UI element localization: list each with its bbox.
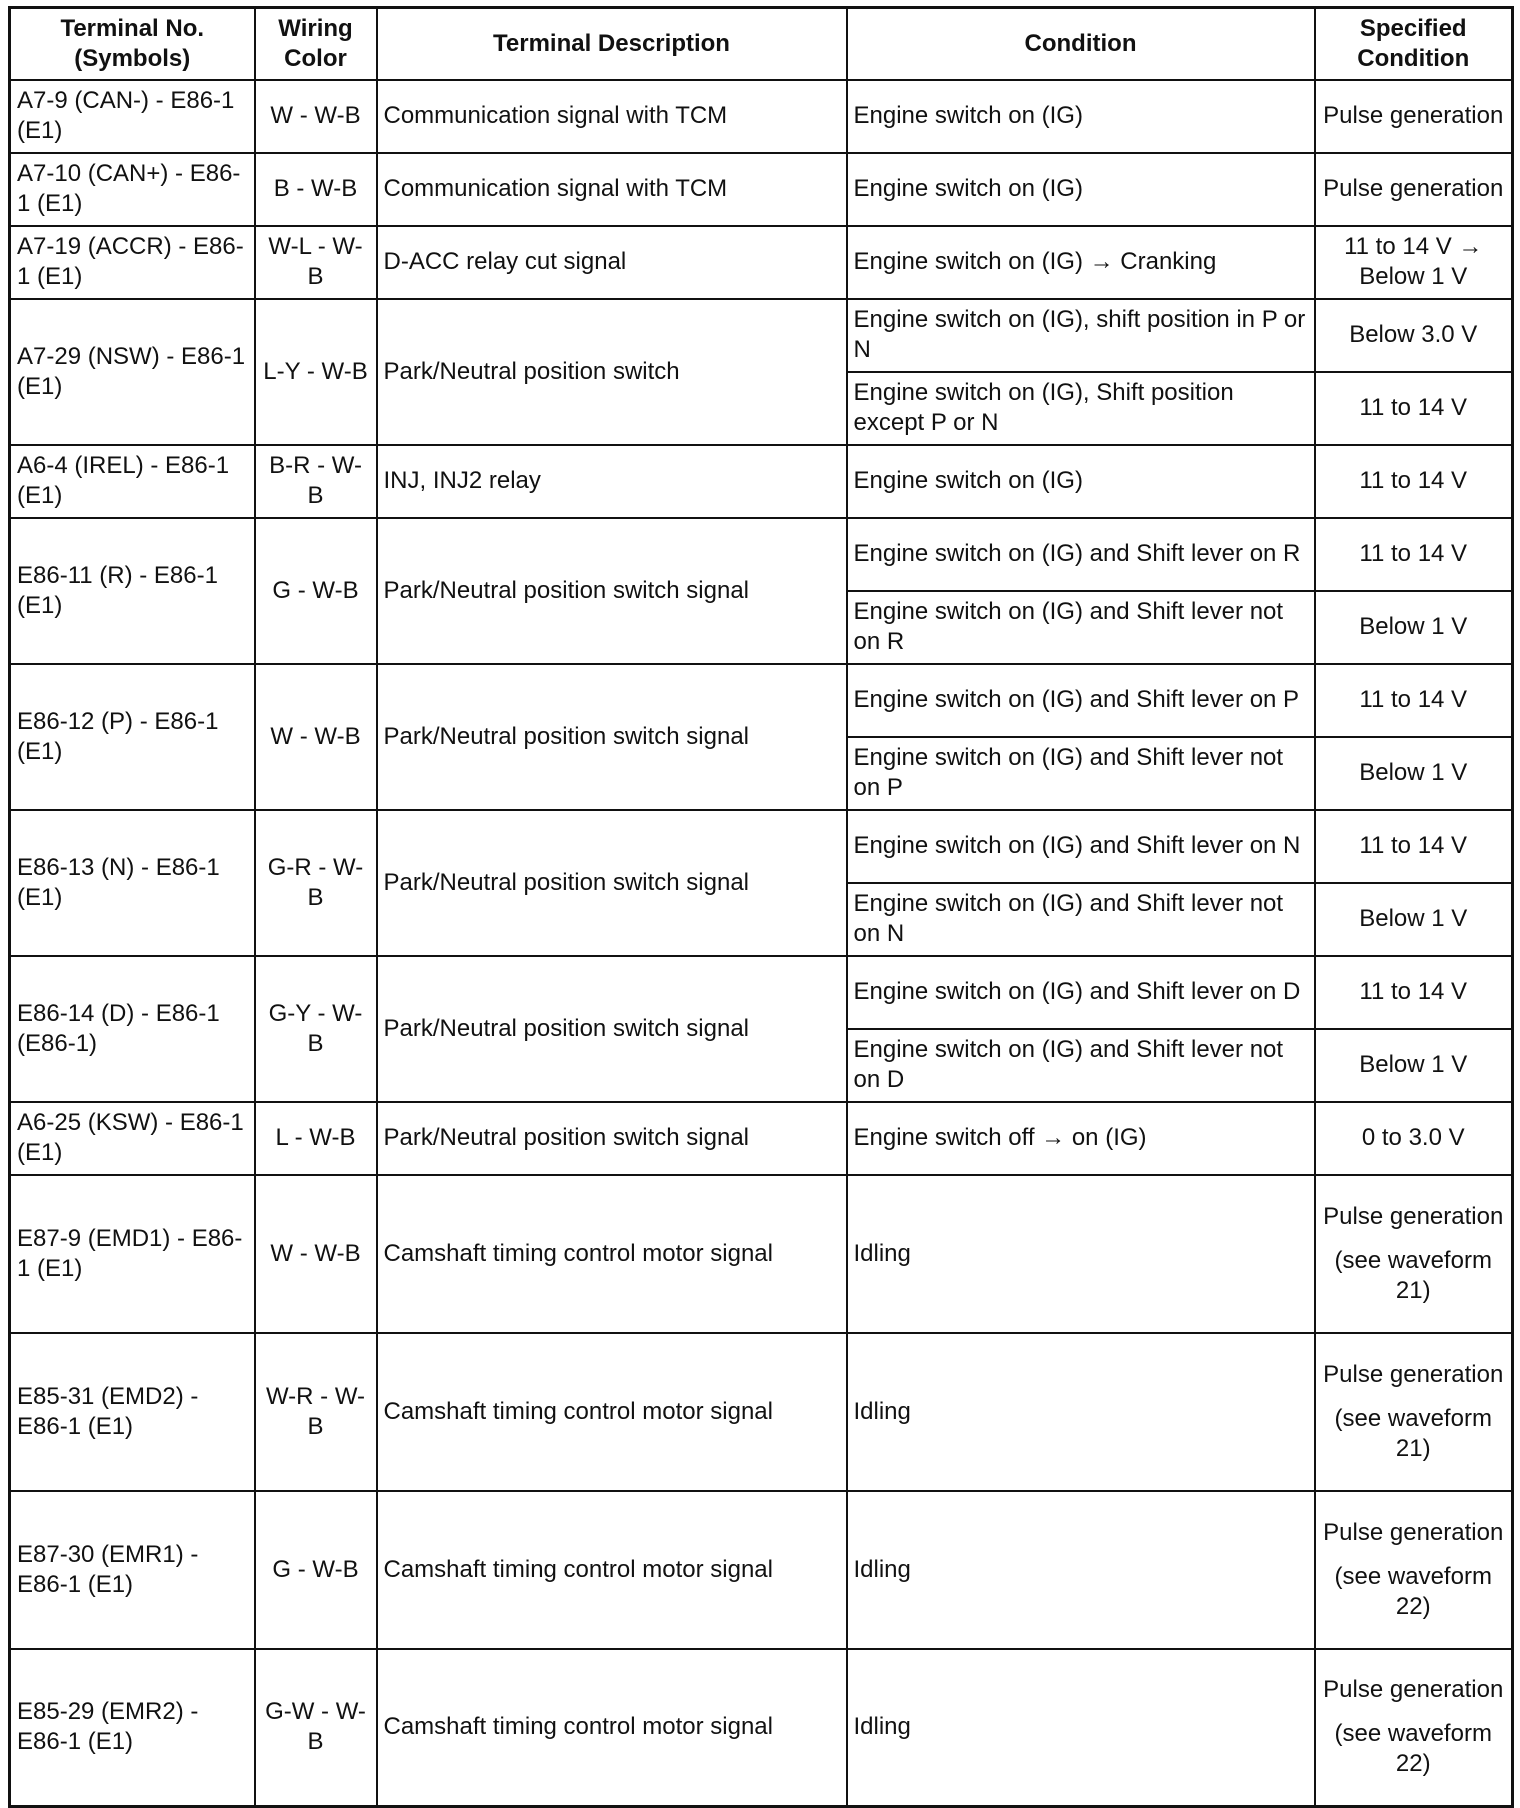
specified-cell: 11 to 14 V → Below 1 V: [1315, 226, 1513, 299]
table-row: [10, 299, 1513, 372]
condition-cell: Engine switch on (IG) → Cranking: [847, 226, 1315, 299]
condition-cell: Engine switch on (IG), shift position in P or N: [847, 299, 1315, 372]
specified-cell: Below 1 V: [1315, 591, 1513, 664]
terminal-cell: A6-4 (IREL) - E86-1 (E1): [10, 445, 255, 518]
condition-cell: Engine switch on (IG) and Shift lever on N: [847, 810, 1315, 883]
terminal-cell: E87-30 (EMR1) - E86-1 (E1): [10, 1491, 255, 1649]
table-row: [10, 1333, 1513, 1491]
table-row: [10, 1175, 1513, 1333]
header-condition: Condition: [847, 8, 1315, 80]
description-cell: Camshaft timing control motor signal: [377, 1333, 847, 1491]
specified-cell: [1315, 1649, 1513, 1807]
specified-cell: Pulse generation: [1315, 80, 1513, 153]
header-specified: Specified Condition: [1315, 8, 1513, 80]
terminal-cell: E87-9 (EMD1) - E86-1 (E1): [10, 1175, 255, 1333]
waveform-note: (see waveform 22): [1334, 1562, 1492, 1620]
waveform-note: (see waveform 21): [1334, 1404, 1492, 1462]
terminal-cell: E86-13 (N) - E86-1 (E1): [10, 810, 255, 956]
specified-cell: [1315, 1175, 1513, 1333]
condition-cell: Engine switch on (IG) and Shift lever on P: [847, 664, 1315, 737]
specified-cell: [1315, 1491, 1513, 1649]
description-cell: Camshaft timing control motor signal: [377, 1491, 847, 1649]
table-row: [10, 1102, 1513, 1175]
wiring-color-cell: B - W-B: [255, 153, 377, 226]
table-row: [10, 810, 1513, 883]
terminal-spec-table: [8, 6, 1514, 1808]
terminal-cell: A7-19 (ACCR) - E86-1 (E1): [10, 226, 255, 299]
specified-cell: 0 to 3.0 V: [1315, 1102, 1513, 1175]
header-terminal: Terminal No. (Symbols): [10, 8, 255, 80]
terminal-cell: E86-14 (D) - E86-1 (E86-1): [10, 956, 255, 1102]
terminal-cell: E85-29 (EMR2) - E86-1 (E1): [10, 1649, 255, 1807]
specified-value: Pulse generation: [1323, 1676, 1504, 1704]
specified-cell: 11 to 14 V: [1315, 956, 1513, 1029]
wiring-color-cell: G-W - W-B: [255, 1649, 377, 1807]
specified-cell: Below 1 V: [1315, 883, 1513, 956]
description-cell: Park/Neutral position switch: [377, 299, 847, 445]
specified-value: Pulse generation: [1323, 1518, 1504, 1546]
description-cell: Camshaft timing control motor signal: [377, 1649, 847, 1807]
specified-cell: Below 1 V: [1315, 737, 1513, 810]
condition-cell: Engine switch on (IG) and Shift lever not on R: [847, 591, 1315, 664]
description-cell: Park/Neutral position switch signal: [377, 956, 847, 1102]
table-row: [10, 956, 1513, 1029]
terminal-cell: A7-9 (CAN-) - E86-1 (E1): [10, 80, 255, 153]
condition-cell: Engine switch on (IG), Shift position except P or N: [847, 372, 1315, 445]
condition-cell: Engine switch on (IG): [847, 80, 1315, 153]
condition-cell: Engine switch on (IG) and Shift lever not on N: [847, 883, 1315, 956]
table-row: [10, 226, 1513, 299]
description-cell: Park/Neutral position switch signal: [377, 1102, 847, 1175]
description-cell: INJ, INJ2 relay: [377, 445, 847, 518]
waveform-note: (see waveform 22): [1334, 1720, 1492, 1778]
condition-cell: Engine switch on (IG) and Shift lever not on D: [847, 1029, 1315, 1102]
description-cell: Park/Neutral position switch signal: [377, 518, 847, 664]
condition-cell: Idling: [847, 1175, 1315, 1333]
terminal-cell: A7-29 (NSW) - E86-1 (E1): [10, 299, 255, 445]
specified-cell: Below 1 V: [1315, 1029, 1513, 1102]
specified-cell: 11 to 14 V: [1315, 445, 1513, 518]
specified-cell: Pulse generation: [1315, 153, 1513, 226]
header-wiring-color: Wiring Color: [255, 8, 377, 80]
condition-cell: Idling: [847, 1649, 1315, 1807]
specified-cell: 11 to 14 V: [1315, 518, 1513, 591]
wiring-color-cell: G - W-B: [255, 1491, 377, 1649]
wiring-color-cell: W - W-B: [255, 80, 377, 153]
table-row: [10, 1491, 1513, 1649]
description-cell: Park/Neutral position switch signal: [377, 810, 847, 956]
condition-cell: Engine switch on (IG): [847, 445, 1315, 518]
condition-cell: Idling: [847, 1333, 1315, 1491]
condition-cell: Engine switch off → on (IG): [847, 1102, 1315, 1175]
specified-cell: [1315, 1333, 1513, 1491]
description-cell: D-ACC relay cut signal: [377, 226, 847, 299]
specified-cell: 11 to 14 V: [1315, 372, 1513, 445]
wiring-color-cell: G-Y - W-B: [255, 956, 377, 1102]
description-cell: Communication signal with TCM: [377, 153, 847, 226]
terminal-cell: A7-10 (CAN+) - E86-1 (E1): [10, 153, 255, 226]
terminal-cell: E86-12 (P) - E86-1 (E1): [10, 664, 255, 810]
header-description: Terminal Description: [377, 8, 847, 80]
condition-cell: Engine switch on (IG) and Shift lever on D: [847, 956, 1315, 1029]
wiring-color-cell: G - W-B: [255, 518, 377, 664]
wiring-color-cell: L-Y - W-B: [255, 299, 377, 445]
condition-cell: Engine switch on (IG): [847, 153, 1315, 226]
terminal-cell: E85-31 (EMD2) - E86-1 (E1): [10, 1333, 255, 1491]
condition-cell: Idling: [847, 1491, 1315, 1649]
wiring-color-cell: B-R - W-B: [255, 445, 377, 518]
specified-value: Pulse generation: [1323, 1360, 1504, 1388]
specified-value: Pulse generation: [1323, 1202, 1504, 1230]
specified-cell: 11 to 14 V: [1315, 664, 1513, 737]
wiring-color-cell: W - W-B: [255, 1175, 377, 1333]
description-cell: Park/Neutral position switch signal: [377, 664, 847, 810]
table-row: [10, 664, 1513, 737]
header-row: [10, 8, 1513, 80]
table-row: [10, 1649, 1513, 1807]
table-row: [10, 153, 1513, 226]
wiring-color-cell: W-R - W-B: [255, 1333, 377, 1491]
wiring-color-cell: G-R - W-B: [255, 810, 377, 956]
table-row: [10, 518, 1513, 591]
waveform-note: (see waveform 21): [1334, 1246, 1492, 1304]
wiring-color-cell: W - W-B: [255, 664, 377, 810]
specified-cell: Below 3.0 V: [1315, 299, 1513, 372]
wiring-color-cell: L - W-B: [255, 1102, 377, 1175]
description-cell: Communication signal with TCM: [377, 80, 847, 153]
description-cell: Camshaft timing control motor signal: [377, 1175, 847, 1333]
wiring-color-cell: W-L - W-B: [255, 226, 377, 299]
table-row: [10, 445, 1513, 518]
condition-cell: Engine switch on (IG) and Shift lever on R: [847, 518, 1315, 591]
table-row: [10, 80, 1513, 153]
specified-cell: 11 to 14 V: [1315, 810, 1513, 883]
terminal-cell: A6-25 (KSW) - E86-1 (E1): [10, 1102, 255, 1175]
condition-cell: Engine switch on (IG) and Shift lever not on P: [847, 737, 1315, 810]
terminal-cell: E86-11 (R) - E86-1 (E1): [10, 518, 255, 664]
table-body: [10, 80, 1513, 1807]
